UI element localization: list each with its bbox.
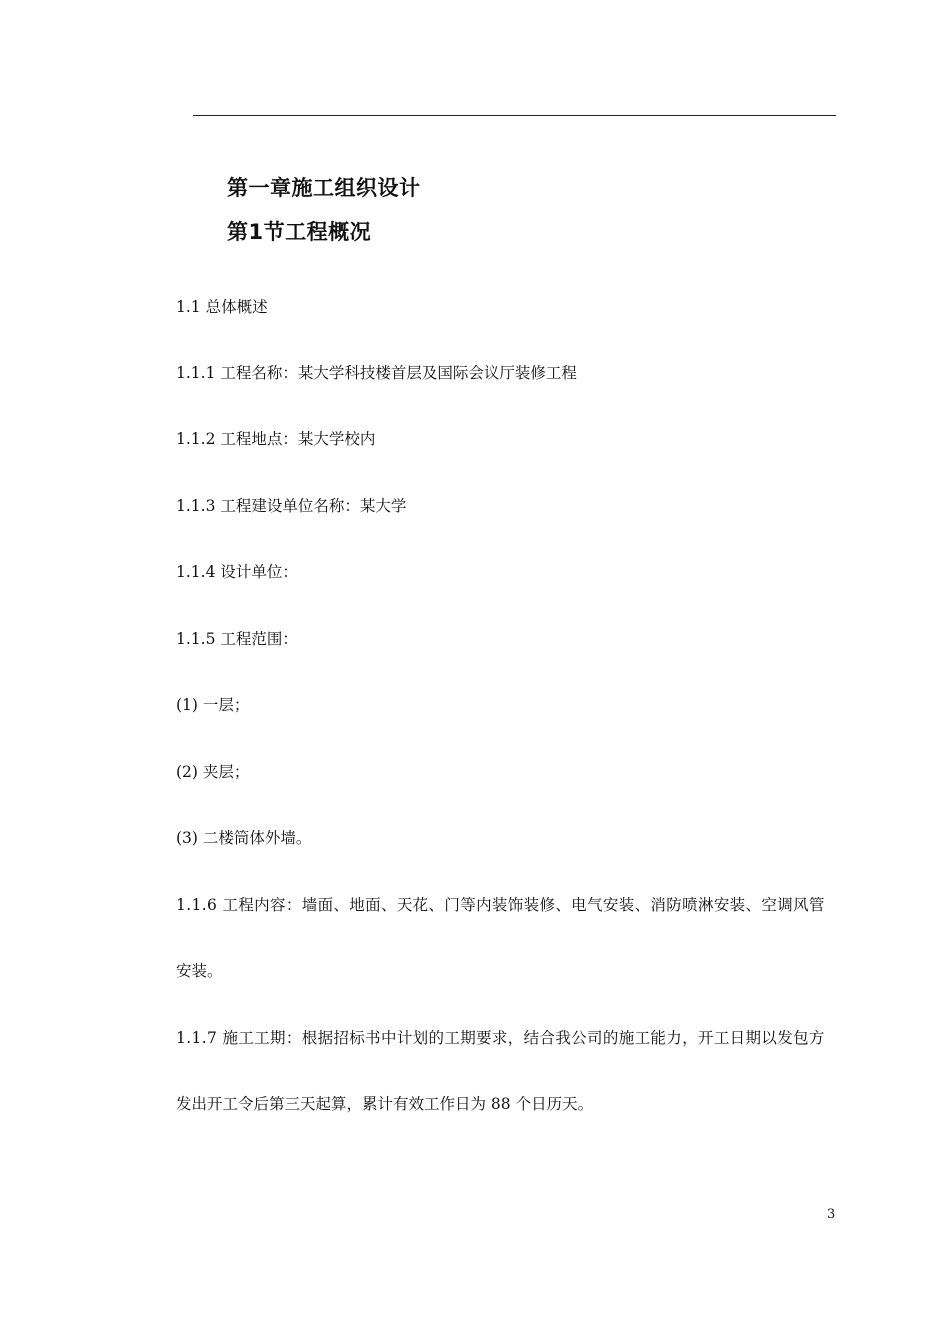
paragraph-1-1-6-line1: 1.1.6 工程内容：墙面、地面、天花、门等内装饰装修、电气安装、消防喷淋安装、空调风管: [176, 896, 825, 914]
paragraph-1-1-5: 1.1.5 工程范围：: [176, 630, 298, 648]
scope-item-3: (3) 二楼筒体外墙。: [176, 829, 312, 847]
scope-item-2: (2) 夹层；: [176, 763, 250, 781]
paragraph-1-1-4: 1.1.4 设计单位：: [176, 563, 298, 581]
page-number: 3: [827, 1207, 836, 1222]
chapter-title: 第一章施工组织设计: [227, 176, 421, 200]
paragraph-1-1-2: 1.1.2 工程地点：某大学校内: [176, 430, 376, 448]
scope-item-1: (1) 一层；: [176, 696, 250, 714]
paragraph-1-1-7-line1: 1.1.7 施工工期：根据招标书中计划的工期要求，结合我公司的施工能力，开工日期以发包方: [176, 1029, 825, 1047]
header-rule: [193, 115, 836, 116]
paragraph-1-1-7-line2: 发出开工令后第三天起算，累计有效工作日为 88 个日历天。: [176, 1095, 594, 1113]
paragraph-1-1-3: 1.1.3 工程建设单位名称：某大学: [176, 497, 407, 515]
paragraph-1-1: 1.1 总体概述: [176, 298, 268, 316]
section-title: 第1节工程概况: [227, 220, 372, 244]
paragraph-1-1-1: 1.1.1 工程名称：某大学科技楼首层及国际会议厅装修工程: [176, 364, 577, 382]
paragraph-1-1-6-line2: 安装。: [176, 962, 223, 980]
